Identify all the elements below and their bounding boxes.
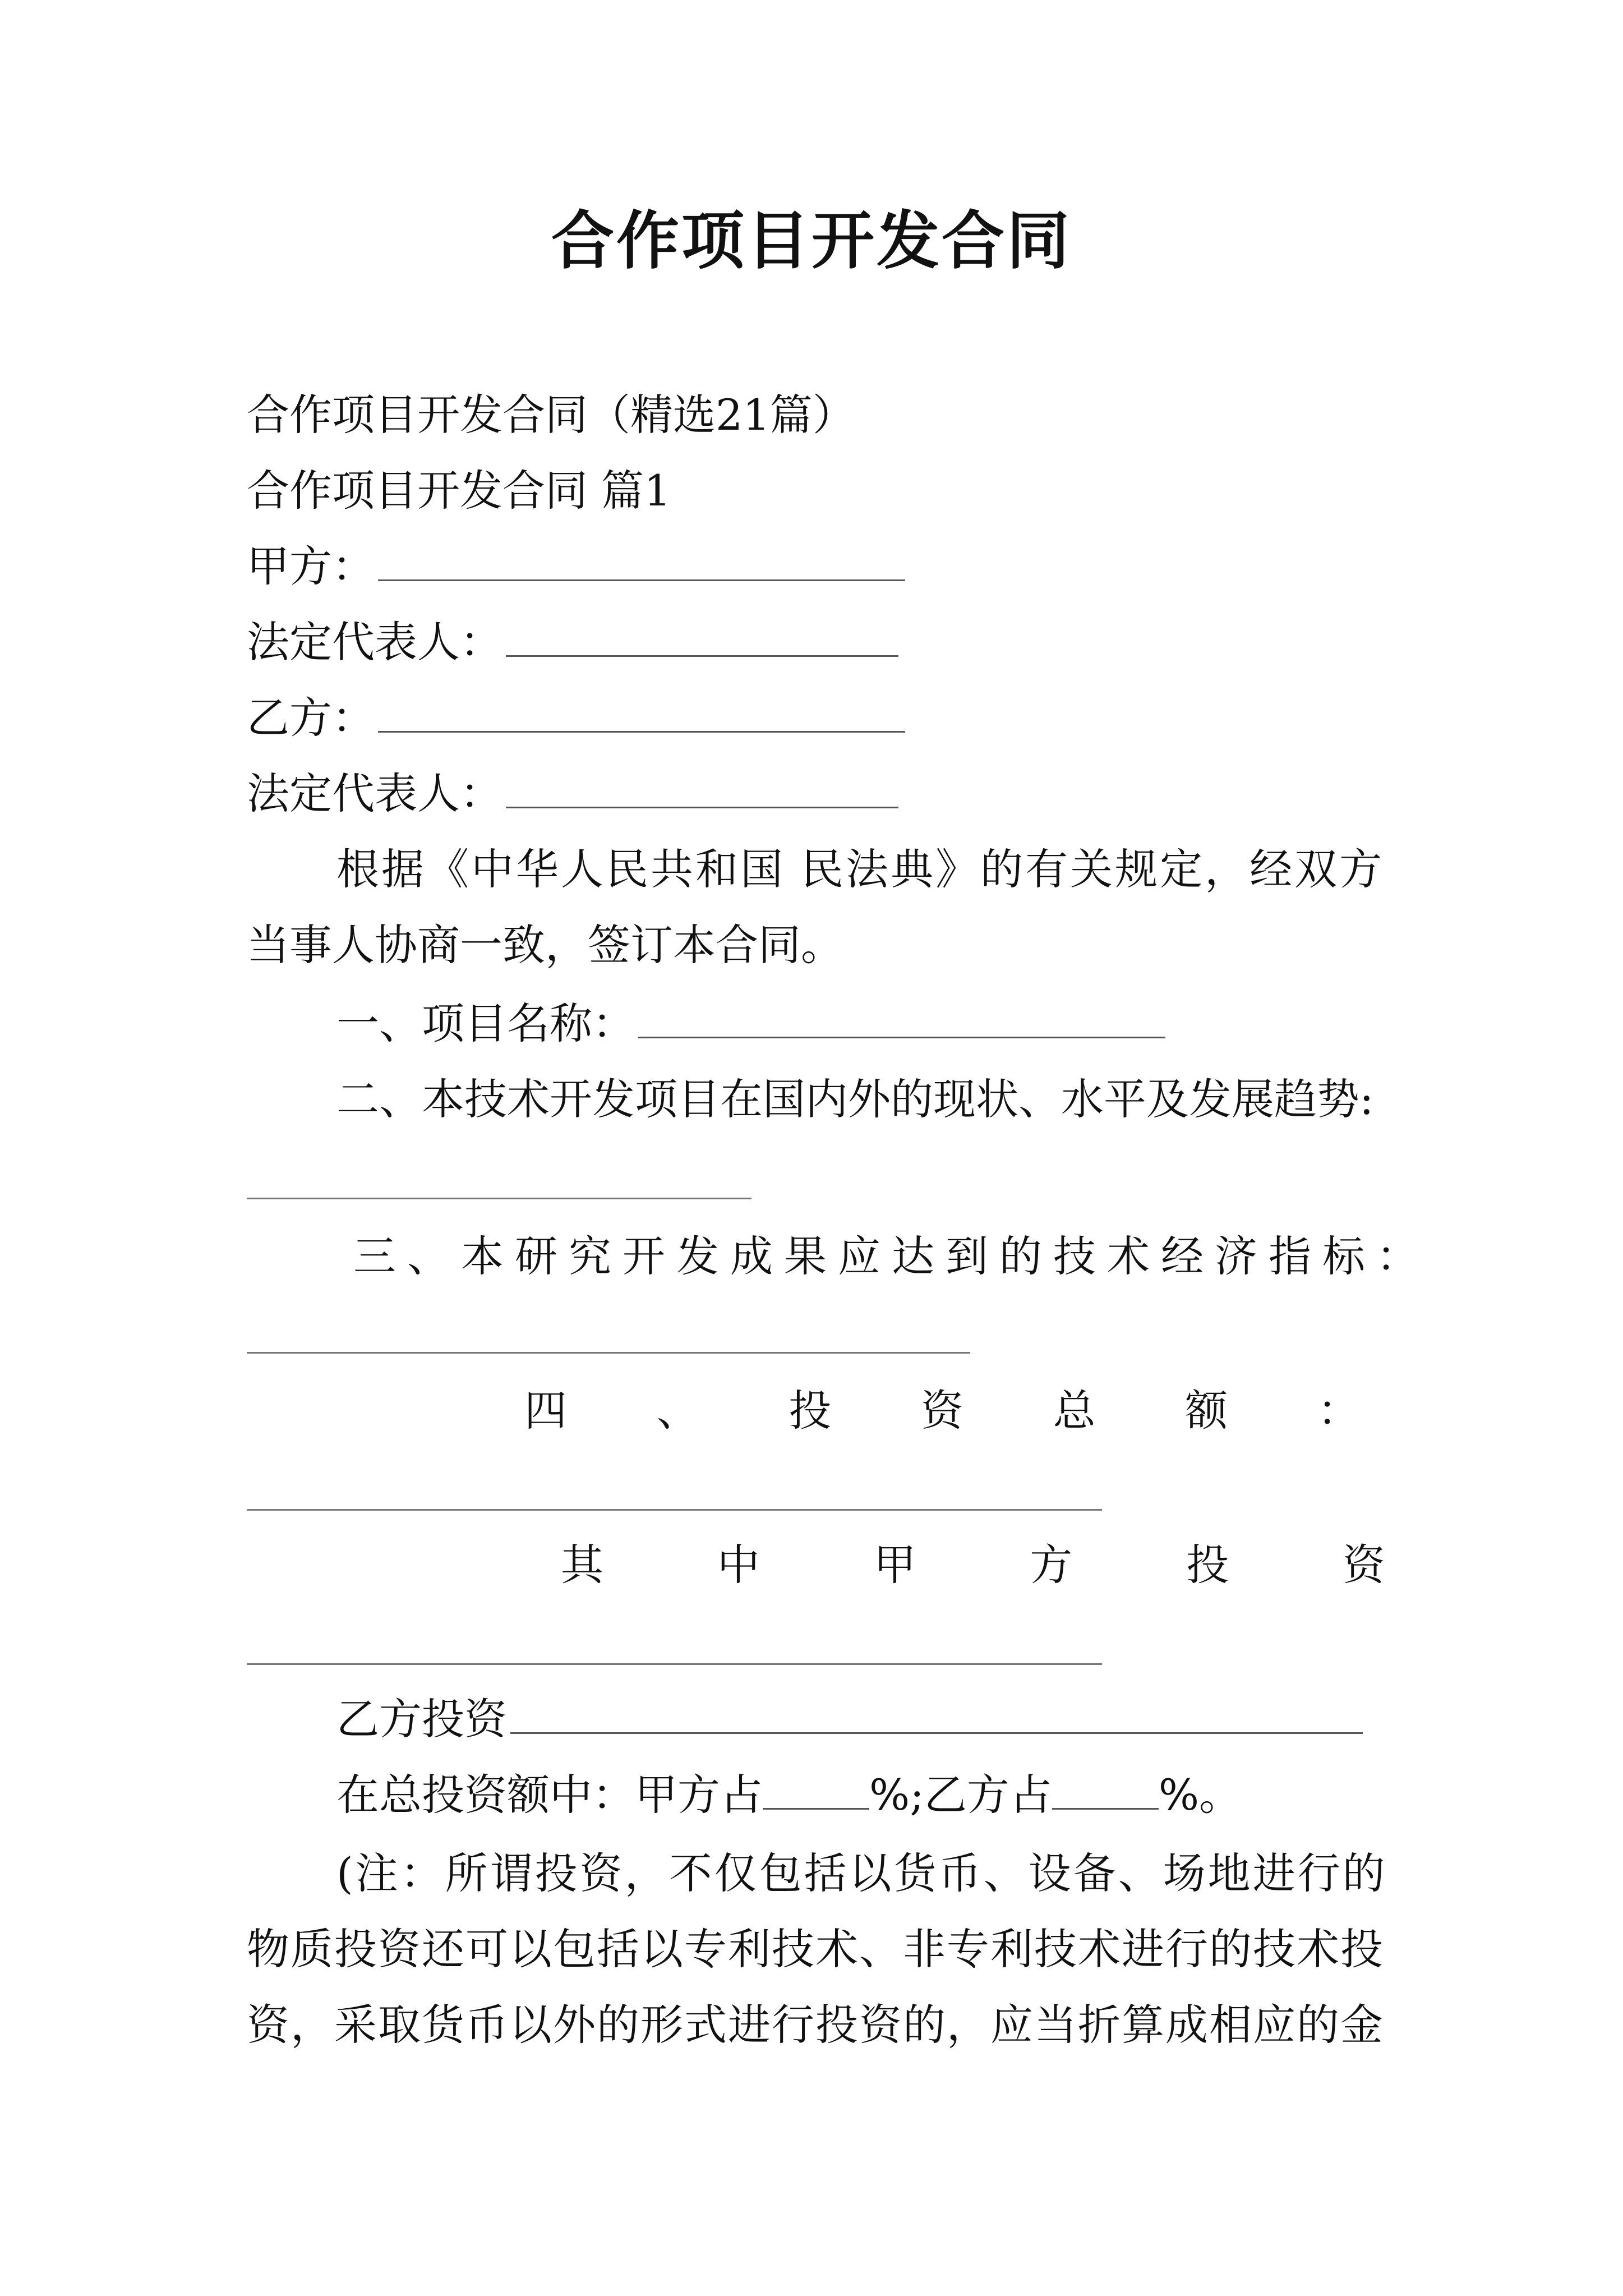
item-3-blank[interactable]: [247, 1352, 970, 1354]
basis-line-2: 当事人协商一致，签订本合同。: [247, 920, 843, 970]
legal-rep-b-blank[interactable]: [506, 767, 898, 808]
legal-rep-b-label: 法定代表人：: [247, 769, 502, 818]
item-1-line: [336, 996, 1165, 1052]
legal-rep-a-blank[interactable]: [506, 616, 898, 657]
document-title: 合作项目开发合同: [551, 204, 1072, 278]
item-4-char: 总: [1053, 1386, 1096, 1435]
project-name-blank[interactable]: [638, 997, 1165, 1038]
party-b-investment-blank[interactable]: [510, 1693, 1363, 1734]
note-line-1: (注：所谓投资，不仅包括以货币、设备、场地进行的: [336, 1848, 1387, 1898]
item-5-char: 其: [561, 1540, 603, 1590]
party-b-line: [247, 690, 905, 746]
note-line-2: 物质投资还可以包括以专利技术、非专利技术进行的技术投: [247, 1924, 1384, 1974]
item-4-char: 额: [1185, 1386, 1228, 1435]
item-2-text: 二、本技术开发项目在国内外的现状、水平及发展趋势:: [336, 1074, 1374, 1124]
item-4-char: 资: [920, 1386, 963, 1435]
item-5-char: 中: [717, 1540, 760, 1590]
party-a-line: [247, 539, 905, 595]
item-5-char: 投: [1186, 1540, 1229, 1590]
ratio-mid: %;乙方占: [869, 1770, 1052, 1820]
item-4-char: 、: [656, 1386, 699, 1435]
ratio-prefix: 在总投资额中：甲方占: [336, 1770, 763, 1820]
section-heading: 合作项目开发合同 篇1: [247, 466, 671, 516]
total-investment-blank[interactable]: [247, 1509, 1102, 1511]
party-b-ratio-blank[interactable]: [1052, 1769, 1159, 1810]
item-2-blank[interactable]: [247, 1198, 751, 1199]
item-5-text: [561, 1537, 1385, 1593]
party-b-label: 乙方：: [247, 693, 375, 743]
item-3-text: 三、本研究开发成果应达到的技术经济指标：: [353, 1231, 1430, 1281]
note-line-3: 资，采取货币以外的形式进行投资的，应当折算成相应的金: [247, 2000, 1384, 2050]
legal-rep-a-label: 法定代表人：: [247, 617, 502, 667]
subtitle: 合作项目开发合同（精选21篇）: [247, 390, 855, 440]
party-b-investment-label: 乙方投资: [336, 1694, 507, 1744]
party-a-investment-blank[interactable]: [247, 1663, 1102, 1665]
party-a-ratio-blank[interactable]: [763, 1769, 869, 1810]
item-4-char: ：: [1317, 1386, 1360, 1435]
ratio-suffix: %。: [1158, 1770, 1242, 1820]
item-5-char: 资: [1342, 1540, 1385, 1590]
item-5-char: 方: [1030, 1540, 1073, 1590]
item-4-text: [524, 1383, 1360, 1439]
party-b-investment-line: [336, 1691, 1363, 1747]
party-a-blank[interactable]: [378, 540, 905, 581]
basis-line-1: 根据《中华人民共和国 民法典》的有关规定，经双方: [336, 844, 1385, 894]
legal-rep-b-line: [247, 766, 898, 822]
item-5-char: 甲: [873, 1540, 916, 1590]
legal-rep-a-line: [247, 614, 898, 670]
party-b-blank[interactable]: [378, 692, 905, 733]
party-a-label: 甲方：: [247, 541, 375, 591]
ratio-line: [336, 1767, 1242, 1823]
item-1-label: 一、项目名称：: [336, 999, 635, 1048]
item-4-char: 投: [789, 1386, 832, 1435]
item-4-char: 四: [524, 1386, 567, 1435]
